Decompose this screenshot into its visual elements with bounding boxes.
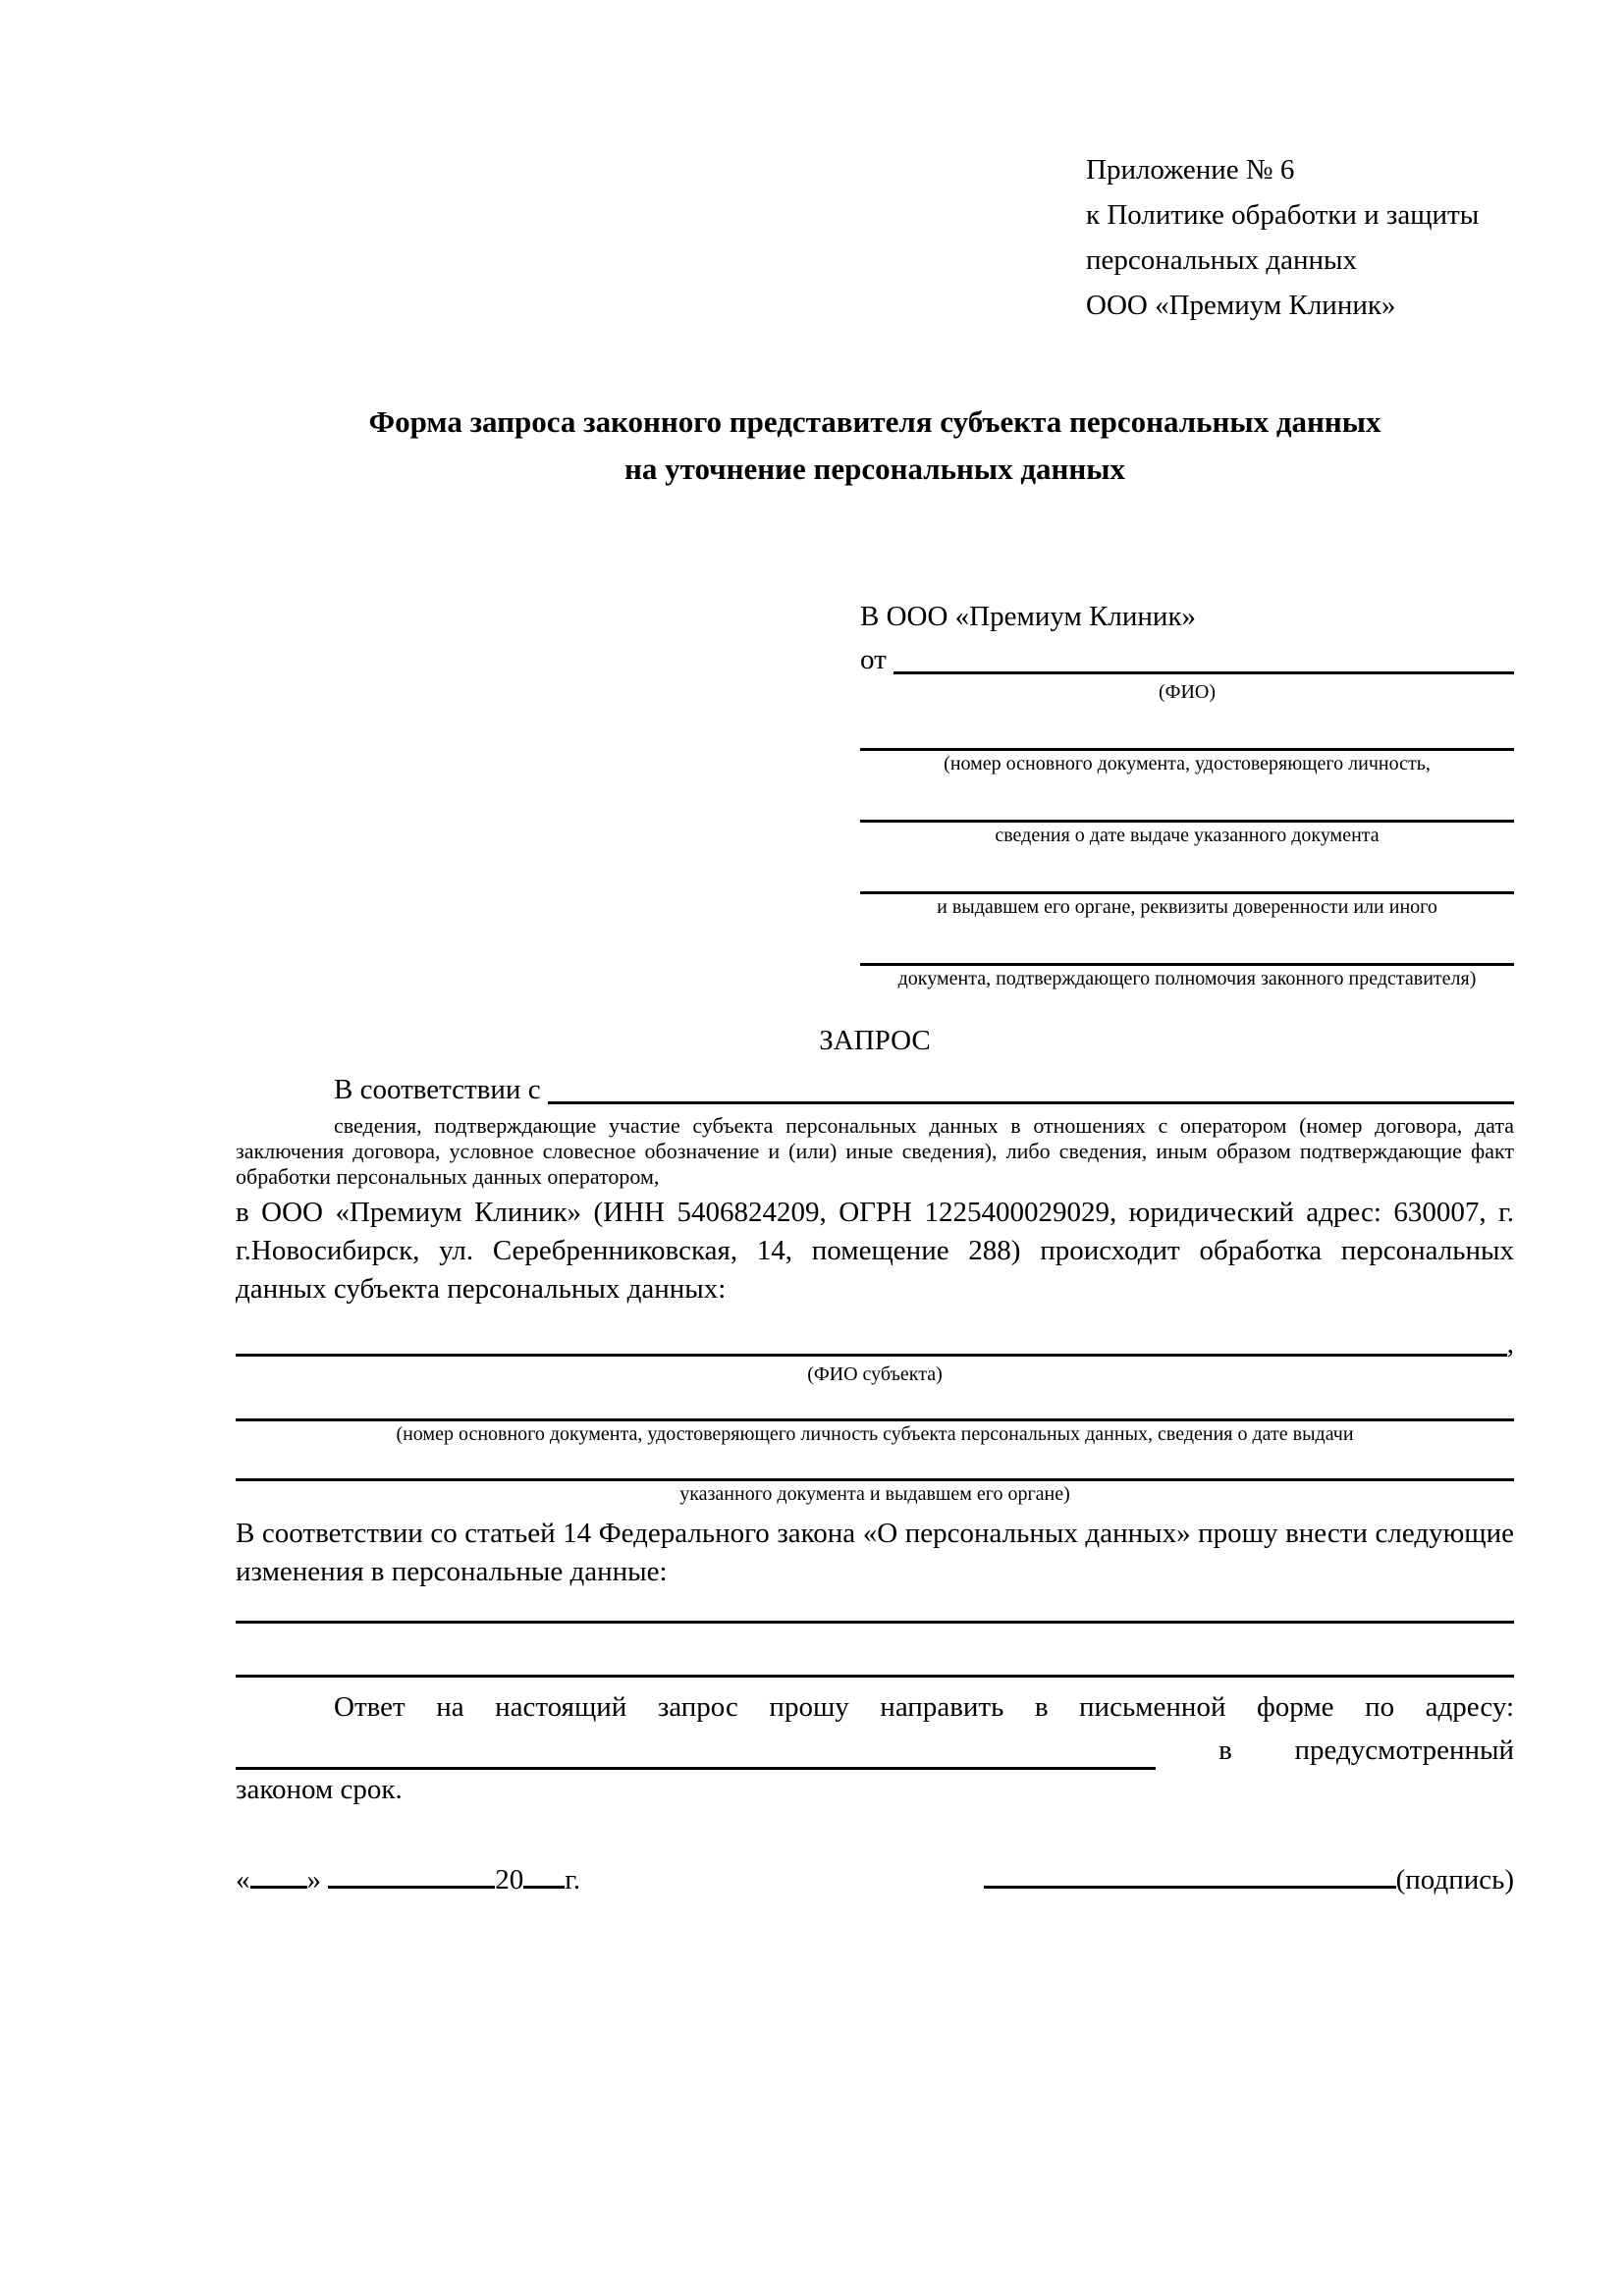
footer-row — [236, 1860, 1514, 1899]
request-heading: ЗАПРОС — [819, 1025, 931, 1056]
answer-address-row — [236, 1731, 1514, 1770]
addressee-blank-group — [860, 848, 1514, 920]
subject-fio-blank-line — [236, 1326, 1507, 1357]
addressee-to: В ООО «Премиум Клиник» — [860, 601, 1197, 632]
form-title-line1: Форма запроса законного представителя субъекта персональных данных — [368, 404, 1381, 439]
day-open-quote: « — [236, 1864, 250, 1896]
changes-blank-line-1 — [236, 1591, 1514, 1624]
from-blank-line — [893, 640, 1514, 674]
signature-blank — [984, 1860, 1396, 1889]
subject-doc-caption-1: (номер основного документа, удостоверяющего личность субъекта персональных данных, сведения о дате выдачи — [396, 1423, 1354, 1445]
subject-fio-row — [236, 1326, 1514, 1362]
appendix-line: к Политике обработки и защиты — [1086, 199, 1480, 231]
document-content — [236, 0, 1514, 1899]
changes-blank-line-2 — [236, 1624, 1514, 1678]
blank-line — [860, 776, 1514, 823]
appendix-header — [1086, 147, 1514, 328]
intro-row — [236, 1070, 1514, 1109]
blank-line — [860, 705, 1514, 751]
form-title-line2: на уточнение персональных данных — [624, 452, 1125, 486]
subject-doc-group — [236, 1447, 1514, 1507]
subject-fio-caption: (ФИО субъекта) — [807, 1363, 943, 1385]
addressee-blank-group — [860, 920, 1514, 991]
blank-line — [860, 848, 1514, 894]
from-row — [860, 640, 1514, 679]
day-blank — [250, 1860, 307, 1889]
caption-line: документа, подтверждающего полномочия законного представителя) — [897, 968, 1477, 989]
caption-line: (номер основного документа, удостоверяющего личность, — [944, 753, 1431, 774]
appendix-line: ООО «Премиум Клиник» — [1086, 290, 1396, 321]
subject-doc-blank-line — [236, 1447, 1514, 1481]
year-prefix: 20 — [495, 1864, 524, 1896]
fio-caption: (ФИО) — [1158, 681, 1216, 703]
trailing-comma: , — [1506, 1328, 1514, 1360]
answer-word-v: в — [1218, 1735, 1232, 1766]
appendix-line: персональных данных — [1086, 244, 1358, 276]
addressee-blank-group — [860, 705, 1514, 776]
footnote-text: сведения, подтверждающие участие субъекта персональных данных в отношениях с оператором (номер договора, дата заключения договора, условное словесное обозначение и (или) иные сведения), либо сведения, иным образом подтверждающие факт обработки персональных данных оператором, — [236, 1113, 1514, 1189]
subject-doc-caption-2: указанного документа и выдавшем его органе) — [679, 1483, 1070, 1505]
operator-paragraph: в ООО «Премиум Клиник» (ИНН 5406824209, ОГРН 1225400029029, юридический адрес: 630007, г. г.Новосибирск, ул. Серебренниковская, 14, помещение 288) происходит обработка персональных данных субъекта персональных данных: — [236, 1197, 1514, 1305]
answer-word-predusmotrenny: предусмотренный — [1294, 1735, 1514, 1766]
signature-field — [984, 1860, 1514, 1899]
date-field — [236, 1860, 580, 1899]
month-blank — [328, 1860, 495, 1889]
intro-blank-line — [548, 1070, 1514, 1104]
year-blank — [523, 1860, 565, 1889]
addressee-block — [860, 597, 1514, 991]
appendix-line: Приложение № 6 — [1086, 154, 1295, 186]
address-blank-line — [236, 1737, 1156, 1770]
addressee-blank-group — [860, 776, 1514, 848]
signature-caption: (подпись) — [1395, 1864, 1514, 1896]
subject-doc-group — [236, 1387, 1514, 1447]
day-close-quote: » — [306, 1864, 321, 1896]
law-paragraph: В соответствии со статьей 14 Федерального закона «О персональных данных» прошу внести следующие изменения в персональные данные: — [236, 1518, 1514, 1587]
answer-sentence: Ответ на настоящий запрос прошу направить в письменной форме по адресу: — [334, 1691, 1514, 1723]
intro-label: В соответствии с — [334, 1074, 548, 1105]
from-label: от — [860, 644, 894, 675]
form-title — [236, 399, 1514, 493]
subject-doc-blank-line — [236, 1387, 1514, 1421]
blank-line — [860, 920, 1514, 966]
answer-closing: законом срок. — [236, 1774, 403, 1805]
year-suffix: г. — [565, 1864, 581, 1896]
caption-line: и выдавшем его органе, реквизиты доверенности или иного — [937, 896, 1437, 918]
caption-line: сведения о дате выдаче указанного документа — [995, 825, 1380, 846]
